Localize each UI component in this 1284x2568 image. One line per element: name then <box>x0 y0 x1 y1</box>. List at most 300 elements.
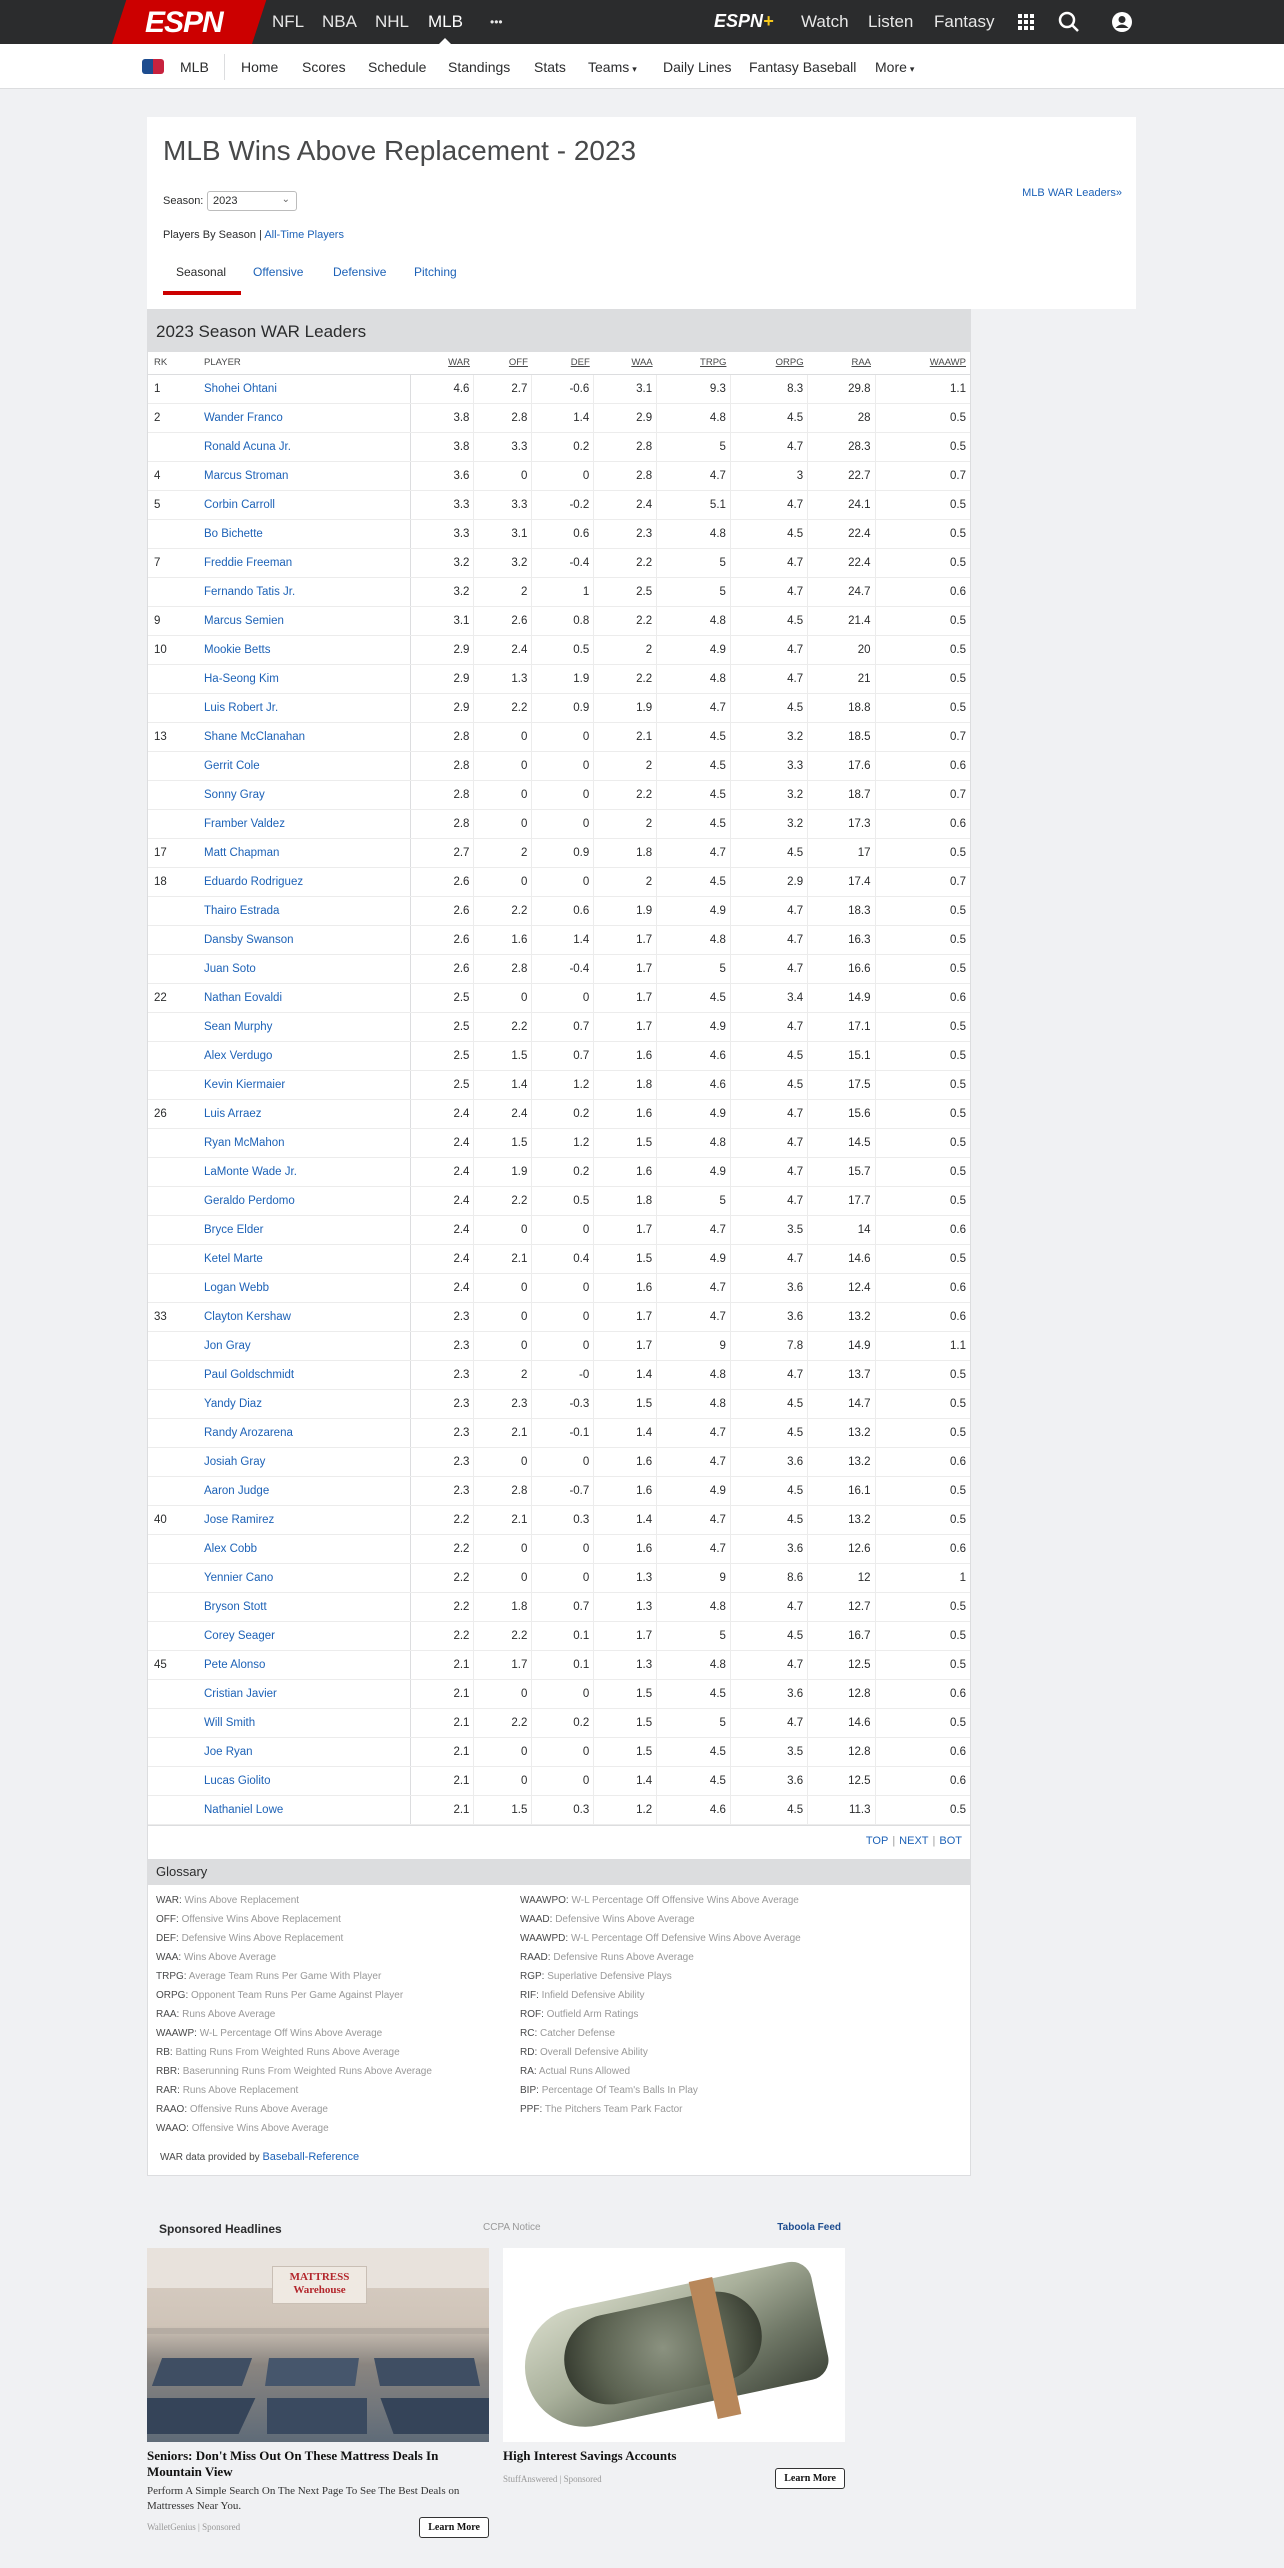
cell-raa: 17 <box>808 838 875 867</box>
glossary-abbr: RBR: <box>156 2065 180 2077</box>
learn-more-button[interactable]: Learn More <box>775 2468 845 2489</box>
player-link[interactable]: Bo Bichette <box>204 527 263 540</box>
top-nav <box>0 0 1284 44</box>
cell-rk: 10 <box>148 635 198 664</box>
table-row <box>148 432 970 461</box>
player-link[interactable]: Ronald Acuna Jr. <box>204 440 291 453</box>
player-cell <box>198 1331 410 1360</box>
player-link[interactable]: Pete Alonso <box>204 1658 266 1671</box>
player-cell <box>198 1447 410 1476</box>
cell-war: 2.2 <box>410 1621 474 1650</box>
player-link[interactable]: Yennier Cano <box>204 1571 274 1584</box>
subnav-schedule[interactable]: Schedule <box>368 59 427 75</box>
cell-orpg: 4.7 <box>730 635 807 664</box>
glossary-item <box>520 1929 900 1948</box>
cell-rk <box>148 896 198 925</box>
nav-mlb[interactable]: MLB <box>428 12 463 31</box>
cell-rk <box>148 1447 198 1476</box>
cell-waawp: 0.5 <box>875 664 970 693</box>
cell-war: 2.2 <box>410 1534 474 1563</box>
cell-waa: 1.7 <box>594 954 657 983</box>
glossary-abbr: PPF: <box>520 2103 543 2115</box>
table-row <box>148 1737 970 1766</box>
cell-off: 2 <box>474 838 532 867</box>
glossary-item <box>520 2005 900 2024</box>
table-body <box>148 374 970 1824</box>
cell-rk <box>148 519 198 548</box>
cell-orpg: 3.6 <box>730 1766 807 1795</box>
cell-waa: 1.8 <box>594 1186 657 1215</box>
sponsored-card-mattress[interactable] <box>147 2248 489 2532</box>
search-icon[interactable] <box>1058 11 1080 33</box>
cell-waawp: 0.5 <box>875 519 970 548</box>
cell-war: 2.3 <box>410 1476 474 1505</box>
cell-war: 3.2 <box>410 548 474 577</box>
subnav-fantasy-baseball[interactable]: Fantasy Baseball <box>749 59 857 75</box>
player-link[interactable]: Marcus Stroman <box>204 469 289 482</box>
player-link[interactable]: Luis Arraez <box>204 1107 262 1120</box>
pager-top-link[interactable]: TOP <box>865 1834 889 1847</box>
cell-raa: 28 <box>808 403 875 432</box>
cell-war: 2.3 <box>410 1389 474 1418</box>
cell-rk <box>148 1215 198 1244</box>
column-header-trpg[interactable]: TRPG <box>657 352 731 374</box>
pager-bot-link[interactable]: BOT <box>939 1834 962 1847</box>
cell-waawp: 0.6 <box>875 1447 970 1476</box>
player-cell <box>198 1418 410 1447</box>
column-header-orpg[interactable]: ORPG <box>730 352 807 374</box>
cell-trpg: 9.3 <box>657 374 731 403</box>
table-row <box>148 1679 970 1708</box>
player-cell <box>198 403 410 432</box>
player-link[interactable]: Sean Murphy <box>204 1020 273 1033</box>
cell-orpg: 4.5 <box>730 1476 807 1505</box>
subnav-stats[interactable]: Stats <box>534 59 566 75</box>
data-credit <box>160 2151 359 2163</box>
player-cell <box>198 722 410 751</box>
nav-nhl[interactable]: NHL <box>375 12 410 31</box>
cell-off: 1.3 <box>474 664 532 693</box>
cell-off: 1.9 <box>474 1157 532 1186</box>
all-time-players-link[interactable]: All-Time Players <box>264 229 344 241</box>
cell-raa: 18.7 <box>808 780 875 809</box>
player-cell <box>198 780 410 809</box>
sponsored-card-title[interactable]: High Interest Savings Accounts <box>503 2448 677 2463</box>
pager-next-link[interactable]: NEXT <box>899 1834 929 1847</box>
player-cell <box>198 1244 410 1273</box>
cell-waa: 1.5 <box>594 1679 657 1708</box>
cell-waawp: 0.5 <box>875 606 970 635</box>
cell-rk <box>148 1157 198 1186</box>
table-row <box>148 1505 970 1534</box>
player-link[interactable]: Aaron Judge <box>204 1484 270 1497</box>
table-row <box>148 1766 970 1795</box>
cell-waa: 2.2 <box>594 780 657 809</box>
tab-defensive[interactable]: Defensive <box>333 265 387 279</box>
sponsored-card-desc: Perform A Simple Search On The Next Page To See The Best Deals on Mattresses Near You. <box>147 2485 460 2512</box>
table-row <box>148 1795 970 1824</box>
cell-war: 2.4 <box>410 1128 474 1157</box>
cell-rk <box>148 954 198 983</box>
cell-raa: 17.4 <box>808 867 875 896</box>
cell-off: 2.8 <box>474 1476 532 1505</box>
glossary-abbr: RA: <box>520 2065 537 2077</box>
cell-war: 2.3 <box>410 1418 474 1447</box>
cell-waa: 1.8 <box>594 838 657 867</box>
cell-orpg: 3.6 <box>730 1447 807 1476</box>
subnav-scores[interactable]: Scores <box>302 59 346 75</box>
tab-pitching[interactable]: Pitching <box>414 265 457 279</box>
glossary-item <box>156 2024 536 2043</box>
player-link[interactable]: Matt Chapman <box>204 846 280 859</box>
players-by-season-label: Players By Season | <box>163 229 262 241</box>
table-row <box>148 1447 970 1476</box>
cell-war: 2.6 <box>410 867 474 896</box>
table-row <box>148 1244 970 1273</box>
cell-orpg: 3.6 <box>730 1273 807 1302</box>
cell-trpg: 4.7 <box>657 1215 731 1244</box>
subnav-teams[interactable] <box>588 59 637 75</box>
subnav-more[interactable] <box>875 59 914 75</box>
cell-off: 3.3 <box>474 490 532 519</box>
nav-nfl[interactable]: NFL <box>272 12 305 31</box>
table-row <box>148 1070 970 1099</box>
cell-waawp: 0.5 <box>875 403 970 432</box>
glossary-abbr: RIF: <box>520 1989 539 2001</box>
player-link[interactable]: Jose Ramirez <box>204 1513 275 1526</box>
cell-war: 2.2 <box>410 1592 474 1621</box>
cell-waa: 1.5 <box>594 1128 657 1157</box>
table-row <box>148 1708 970 1737</box>
cell-def: 0 <box>532 1766 594 1795</box>
table-row <box>148 548 970 577</box>
cell-trpg: 5 <box>657 548 731 577</box>
cell-waawp: 0.5 <box>875 1244 970 1273</box>
player-link[interactable]: Mookie Betts <box>204 643 271 656</box>
subnav-league[interactable]: MLB <box>180 59 209 75</box>
glossary-abbr: RAAO: <box>156 2103 188 2115</box>
cell-waawp: 0.5 <box>875 838 970 867</box>
glossary-item <box>156 1891 536 1910</box>
player-link[interactable]: Alex Cobb <box>204 1542 258 1555</box>
cell-war: 2.5 <box>410 983 474 1012</box>
cell-orpg: 4.5 <box>730 1418 807 1447</box>
cell-rk: 7 <box>148 548 198 577</box>
cell-orpg: 4.7 <box>730 925 807 954</box>
glossary-abbr: ORPG: <box>156 1989 189 2001</box>
player-link[interactable]: Alex Verdugo <box>204 1049 273 1062</box>
table-row <box>148 751 970 780</box>
sponsored-card-title[interactable]: Seniors: Don't Miss Out On These Mattress Deals In Mountain View <box>147 2448 439 2479</box>
player-link[interactable]: Nathan Eovaldi <box>204 991 282 1004</box>
season-select-value: 2023 <box>213 195 238 207</box>
table-row <box>148 1418 970 1447</box>
player-link[interactable]: Ha-Seong Kim <box>204 672 279 685</box>
player-link[interactable]: Ketel Marte <box>204 1252 263 1265</box>
cell-waawp: 0.5 <box>875 1186 970 1215</box>
glossary-abbr: WAAWPD: <box>520 1932 569 1944</box>
player-cell <box>198 1563 410 1592</box>
player-link[interactable]: Gerrit Cole <box>204 759 260 772</box>
apps-grid-icon[interactable] <box>1018 14 1034 30</box>
player-cell <box>198 1476 410 1505</box>
ccpa-notice-link[interactable]: CCPA Notice <box>483 2222 541 2233</box>
cell-waa: 1.6 <box>594 1099 657 1128</box>
cell-off: 3.3 <box>474 432 532 461</box>
cell-def: 0 <box>532 867 594 896</box>
glossary-item <box>520 1910 900 1929</box>
sponsored-card-source: StuffAnswered | Sponsored <box>503 2474 602 2484</box>
cell-trpg: 5 <box>657 432 731 461</box>
cell-def: 0 <box>532 780 594 809</box>
player-link[interactable]: Will Smith <box>204 1716 256 1729</box>
glossary-abbr: RC: <box>520 2027 538 2039</box>
player-link[interactable]: Corey Seager <box>204 1629 275 1642</box>
table-row <box>148 693 970 722</box>
cell-war: 2.5 <box>410 1012 474 1041</box>
cell-waa: 1.6 <box>594 1273 657 1302</box>
cell-waawp: 0.6 <box>875 1302 970 1331</box>
table-row <box>148 1099 970 1128</box>
cell-rk: 33 <box>148 1302 198 1331</box>
cell-def: 1.2 <box>532 1070 594 1099</box>
learn-more-button[interactable]: Learn More <box>419 2517 489 2538</box>
glossary-def: Outfield Arm Ratings <box>546 2008 639 2020</box>
nav-nba[interactable]: NBA <box>322 12 357 31</box>
cell-off: 2.4 <box>474 635 532 664</box>
tab-seasonal[interactable]: Seasonal <box>176 265 227 279</box>
player-link[interactable]: Wander Franco <box>204 411 283 424</box>
cell-rk <box>148 1592 198 1621</box>
cell-waa: 1.7 <box>594 1215 657 1244</box>
cell-trpg: 4.5 <box>657 780 731 809</box>
cell-rk <box>148 1563 198 1592</box>
subnav-teams-label: Teams <box>588 59 630 75</box>
player-link[interactable]: Marcus Semien <box>204 614 284 627</box>
column-header-war[interactable]: WAR <box>410 352 474 374</box>
cell-def: -0.3 <box>532 1389 594 1418</box>
cell-def: 0 <box>532 1563 594 1592</box>
player-link[interactable]: Geraldo Perdomo <box>204 1194 295 1207</box>
player-link[interactable]: Nathaniel Lowe <box>204 1803 284 1816</box>
espn-logo[interactable]: ESPN <box>145 6 223 39</box>
column-header-waa[interactable]: WAA <box>594 352 657 374</box>
player-link[interactable]: Josiah Gray <box>204 1455 266 1468</box>
glossary-title: Glossary <box>148 1859 970 1885</box>
cell-waawp: 0.6 <box>875 1534 970 1563</box>
column-header-def[interactable]: DEF <box>532 352 594 374</box>
player-link[interactable]: Clayton Kershaw <box>204 1310 291 1323</box>
player-link[interactable]: Dansby Swanson <box>204 933 294 946</box>
player-link[interactable]: Thairo Estrada <box>204 904 280 917</box>
cell-waawp: 0.5 <box>875 954 970 983</box>
player-link[interactable]: Yandy Diaz <box>204 1397 262 1410</box>
cell-rk: 2 <box>148 403 198 432</box>
column-header-waawp[interactable]: WAAWP <box>875 352 970 374</box>
glossary-item <box>520 1967 900 1986</box>
cell-def: 1.2 <box>532 1128 594 1157</box>
player-link[interactable]: Cristian Javier <box>204 1687 277 1700</box>
glossary-def: Average Team Runs Per Game With Player <box>188 1970 382 1982</box>
cell-waawp: 0.6 <box>875 1766 970 1795</box>
player-cell <box>198 461 410 490</box>
cell-off: 1.5 <box>474 1041 532 1070</box>
cell-trpg: 4.5 <box>657 1737 731 1766</box>
cell-war: 2.4 <box>410 1273 474 1302</box>
cell-waawp: 0.5 <box>875 1099 970 1128</box>
cell-trpg: 4.7 <box>657 1302 731 1331</box>
divider <box>224 54 225 80</box>
table-row <box>148 1302 970 1331</box>
cell-war: 3.2 <box>410 577 474 606</box>
cell-trpg: 5 <box>657 1186 731 1215</box>
cell-rk <box>148 1737 198 1766</box>
glossary-def: Runs Above Average <box>182 2008 276 2020</box>
cell-raa: 17.1 <box>808 1012 875 1041</box>
cell-raa: 22.7 <box>808 461 875 490</box>
player-link[interactable]: Lucas Giolito <box>204 1774 271 1787</box>
cell-trpg: 4.9 <box>657 1099 731 1128</box>
player-link[interactable]: Juan Soto <box>204 962 256 975</box>
player-link[interactable]: Jon Gray <box>204 1339 251 1352</box>
cell-war: 2.6 <box>410 954 474 983</box>
player-link[interactable]: Shohei Ohtani <box>204 382 277 395</box>
cell-def: 0.4 <box>532 1244 594 1273</box>
player-link[interactable]: Eduardo Rodriguez <box>204 875 304 888</box>
player-cell <box>198 1534 410 1563</box>
glossary-item <box>156 1986 536 2005</box>
mattress-store-image[interactable] <box>147 2248 489 2442</box>
cell-def: 0 <box>532 809 594 838</box>
cell-trpg: 5 <box>657 577 731 606</box>
column-header-raa[interactable]: RAA <box>808 352 875 374</box>
cell-waawp: 0.5 <box>875 635 970 664</box>
cell-trpg: 4.7 <box>657 693 731 722</box>
cell-raa: 14.9 <box>808 1331 875 1360</box>
player-cell <box>198 1737 410 1766</box>
cell-orpg: 4.7 <box>730 1650 807 1679</box>
column-header-off[interactable]: OFF <box>474 352 532 374</box>
glossary-item <box>156 1929 536 1948</box>
cell-waawp: 0.5 <box>875 1592 970 1621</box>
cell-def: 0.6 <box>532 896 594 925</box>
player-link[interactable]: Bryson Stott <box>204 1600 267 1613</box>
cell-def: 1.9 <box>532 664 594 693</box>
cell-off: 1.7 <box>474 1650 532 1679</box>
mlb-logo-icon[interactable] <box>142 59 164 74</box>
subnav-home[interactable]: Home <box>241 59 279 75</box>
taboola-feed-logo[interactable]: Taboola Feed <box>777 2222 841 2233</box>
nav-fantasy[interactable]: Fantasy <box>934 12 995 31</box>
profile-icon[interactable] <box>1111 11 1133 33</box>
cell-war: 2.4 <box>410 1099 474 1128</box>
cell-def: 0.7 <box>532 1041 594 1070</box>
glossary-abbr: WAAD: <box>520 1913 553 1925</box>
player-link[interactable]: Ryan McMahon <box>204 1136 285 1149</box>
player-link[interactable]: Sonny Gray <box>204 788 265 801</box>
glossary-abbr: OFF: <box>156 1913 179 1925</box>
player-link[interactable]: Logan Webb <box>204 1281 270 1294</box>
glossary-abbr: DEF: <box>156 1932 179 1944</box>
sponsored-card-savings[interactable] <box>503 2248 845 2484</box>
cell-war: 2.4 <box>410 1186 474 1215</box>
cell-def: 0 <box>532 1215 594 1244</box>
table-row <box>148 867 970 896</box>
cell-orpg: 4.5 <box>730 1070 807 1099</box>
cell-rk: 18 <box>148 867 198 896</box>
player-link[interactable]: Freddie Freeman <box>204 556 293 569</box>
cell-trpg: 4.5 <box>657 1679 731 1708</box>
player-cell <box>198 867 410 896</box>
cell-waawp: 0.6 <box>875 577 970 606</box>
cell-rk <box>148 1476 198 1505</box>
player-link[interactable]: Kevin Kiermaier <box>204 1078 286 1091</box>
table-row <box>148 1128 970 1157</box>
season-select[interactable] <box>207 191 297 211</box>
cell-waa: 1.7 <box>594 1331 657 1360</box>
player-link[interactable]: Shane McClanahan <box>204 730 306 743</box>
war-leaders-link[interactable]: MLB WAR Leaders» <box>1022 187 1122 199</box>
cell-raa: 12.8 <box>808 1737 875 1766</box>
player-cell <box>198 664 410 693</box>
cell-def: 0.6 <box>532 519 594 548</box>
nav-watch[interactable]: Watch <box>801 12 849 31</box>
cell-raa: 17.7 <box>808 1186 875 1215</box>
player-link[interactable]: Joe Ryan <box>204 1745 253 1758</box>
cell-orpg: 4.5 <box>730 1389 807 1418</box>
glossary-def: Opponent Team Runs Per Game Against Player <box>191 1989 404 2001</box>
subnav-daily-lines[interactable]: Daily Lines <box>663 59 732 75</box>
glossary-def: Actual Runs Allowed <box>538 2065 631 2077</box>
table-row <box>148 1012 970 1041</box>
espn-plus-logo[interactable] <box>714 11 774 32</box>
player-cell <box>198 1215 410 1244</box>
player-link[interactable]: Luis Robert Jr. <box>204 701 279 714</box>
subnav-standings[interactable]: Standings <box>448 59 511 75</box>
baseball-reference-link[interactable]: Baseball-Reference <box>262 2150 360 2163</box>
cell-waawp: 1 <box>875 1563 970 1592</box>
player-link[interactable]: Framber Valdez <box>204 817 285 830</box>
player-link[interactable]: Randy Arozarena <box>204 1426 293 1439</box>
player-link[interactable]: LaMonte Wade Jr. <box>204 1165 297 1178</box>
more-sports-icon[interactable]: ••• <box>490 15 503 29</box>
cell-waawp: 1.1 <box>875 1331 970 1360</box>
glossary-abbr: BIP: <box>520 2084 539 2096</box>
glossary-def: Catcher Defense <box>540 2027 616 2039</box>
money-roll-image[interactable] <box>503 2248 845 2442</box>
cell-off: 0 <box>474 1302 532 1331</box>
player-link[interactable]: Corbin Carroll <box>204 498 275 511</box>
nav-listen[interactable]: Listen <box>868 12 914 31</box>
player-link[interactable]: Bryce Elder <box>204 1223 264 1236</box>
cell-waa: 1.6 <box>594 1447 657 1476</box>
cell-trpg: 4.5 <box>657 809 731 838</box>
cell-war: 2.8 <box>410 809 474 838</box>
cell-war: 2.4 <box>410 1244 474 1273</box>
cell-waa: 1.3 <box>594 1650 657 1679</box>
cell-orpg: 3 <box>730 461 807 490</box>
player-link[interactable]: Fernando Tatis Jr. <box>204 585 296 598</box>
cell-def: 0.8 <box>532 606 594 635</box>
player-cell <box>198 751 410 780</box>
cell-off: 2.1 <box>474 1244 532 1273</box>
cell-raa: 12.5 <box>808 1766 875 1795</box>
cell-raa: 18.8 <box>808 693 875 722</box>
player-link[interactable]: Paul Goldschmidt <box>204 1368 295 1381</box>
table-row <box>148 1389 970 1418</box>
cell-off: 2.2 <box>474 1621 532 1650</box>
tab-offensive[interactable]: Offensive <box>253 265 304 279</box>
